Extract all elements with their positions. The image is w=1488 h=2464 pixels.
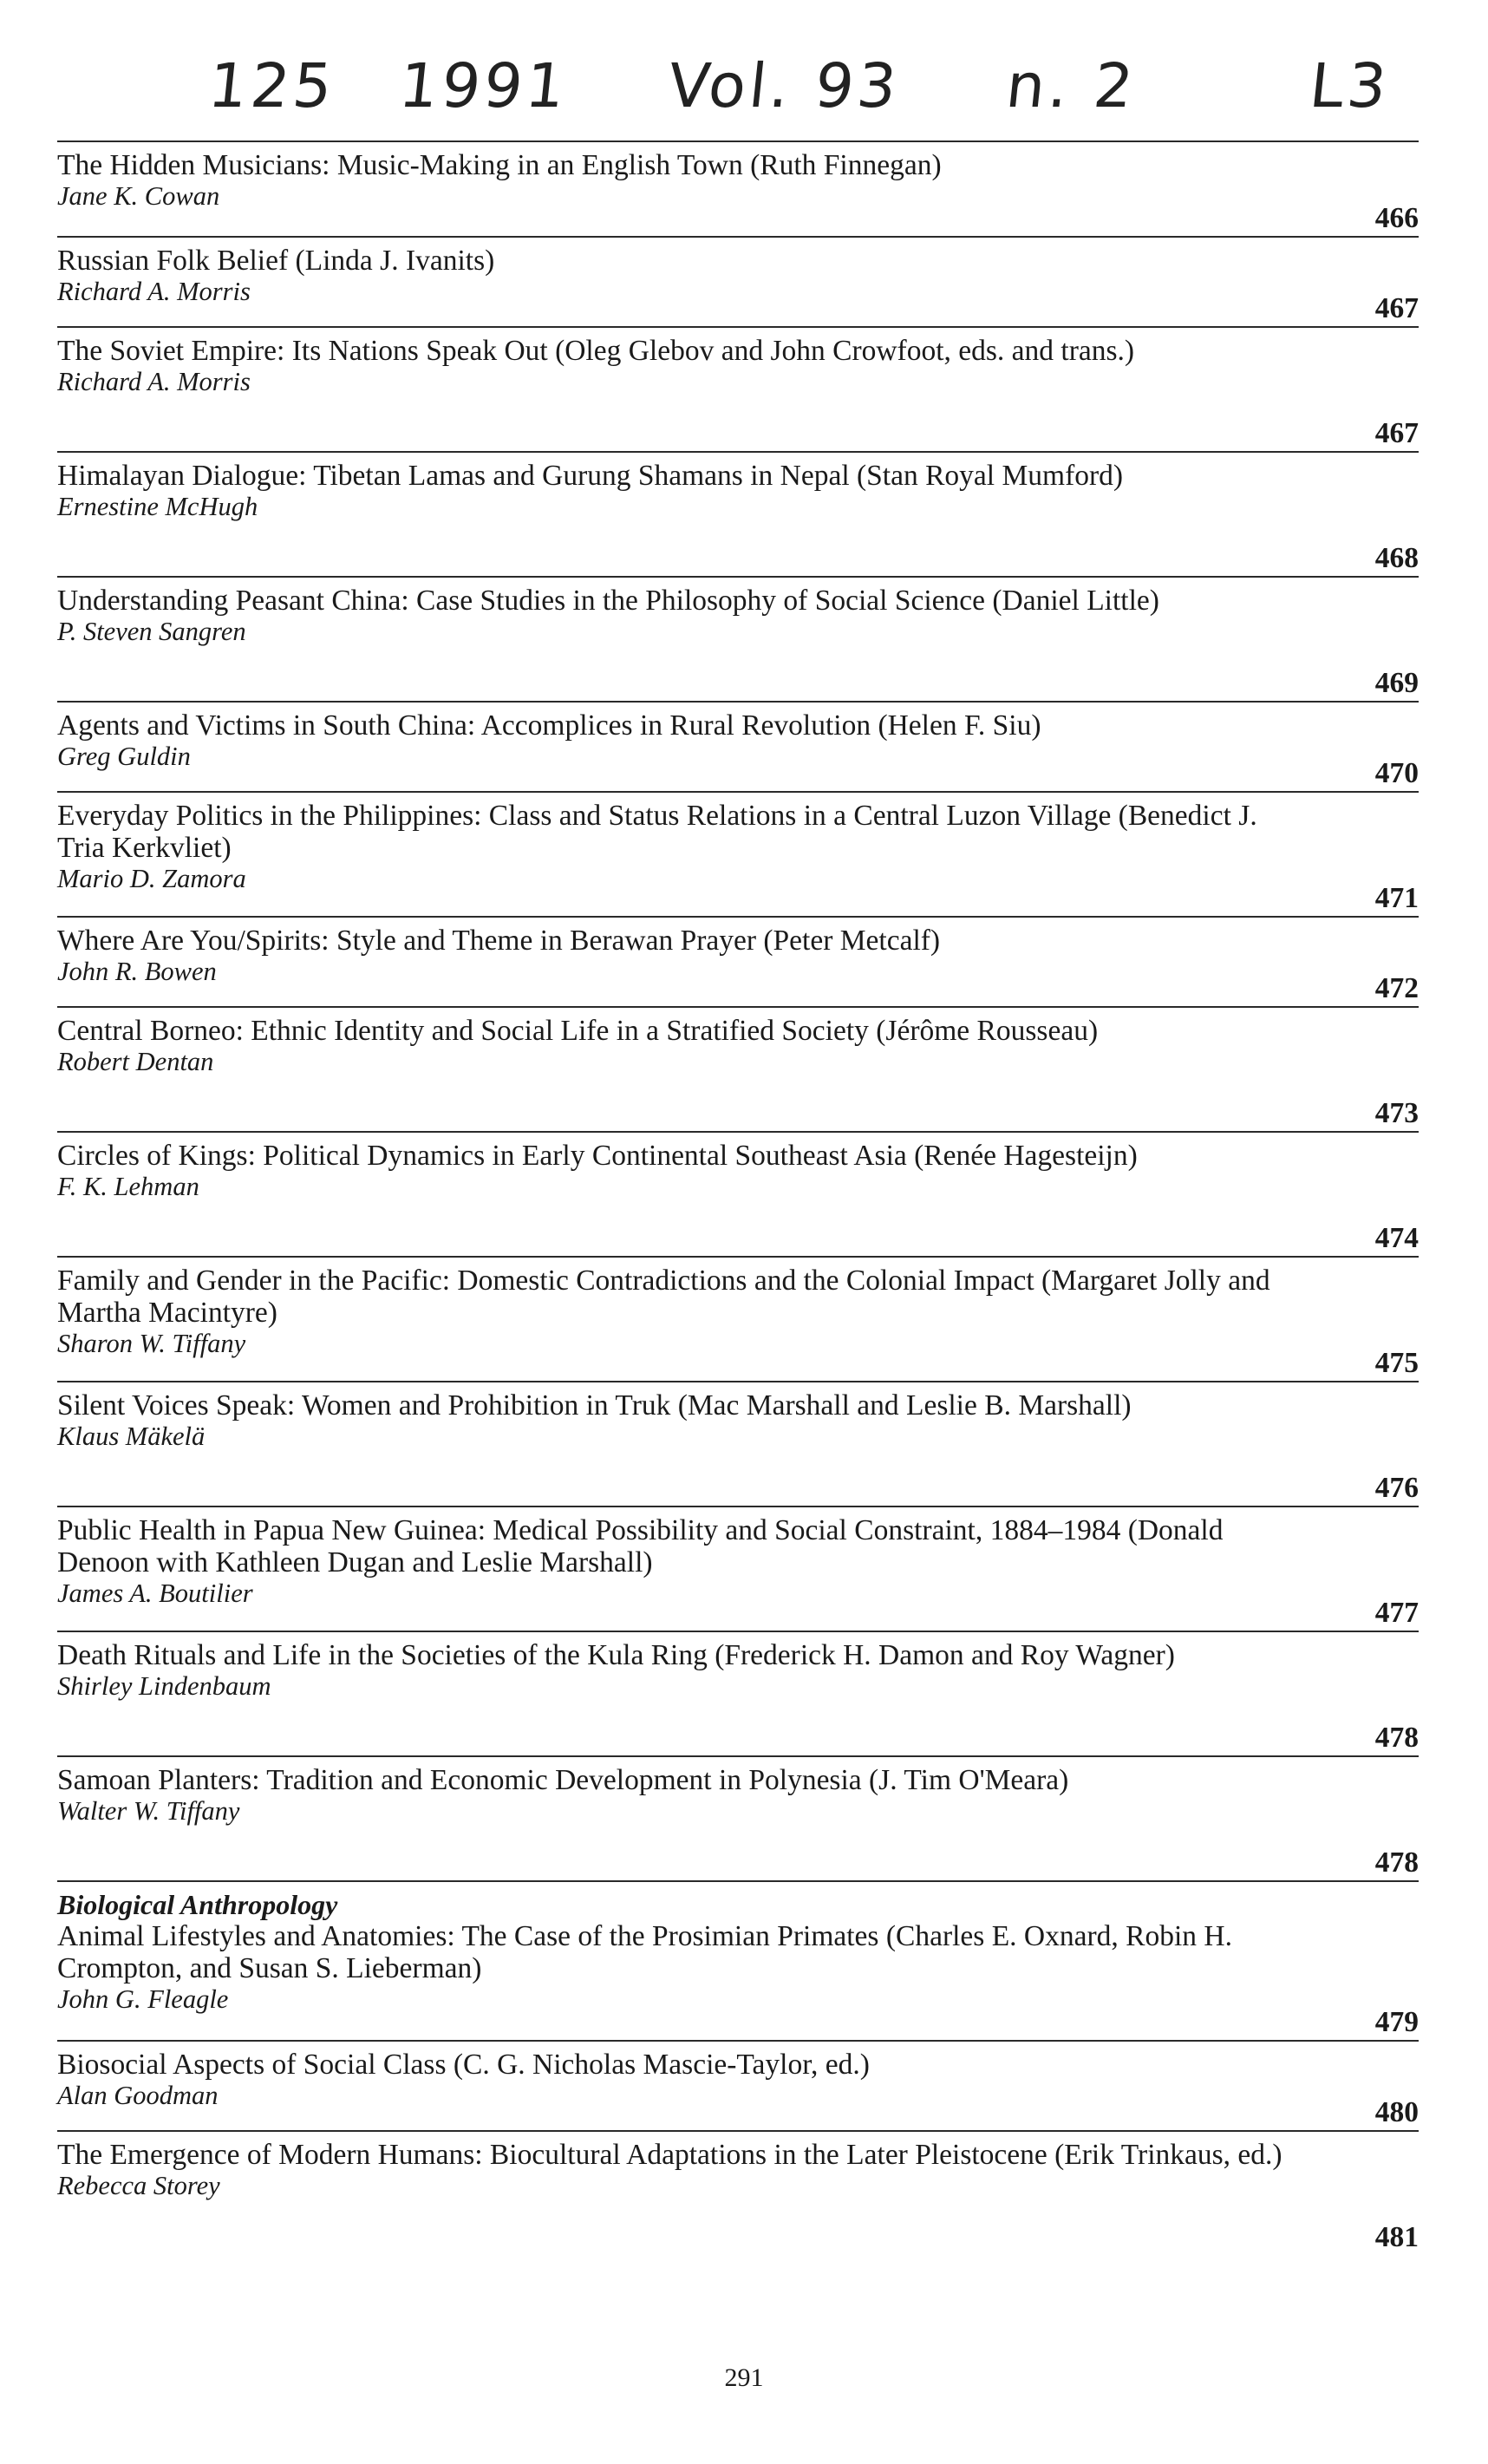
reviewer-name: Walter W. Tiffany <box>57 1796 240 1826</box>
reviewer-name: Richard A. Morris <box>57 277 251 306</box>
toc-entry <box>57 791 1419 916</box>
reviewer-name: Shirley Lindenbaum <box>57 1671 271 1701</box>
page-ref: 481 <box>1374 2221 1419 2253</box>
toc-entry <box>57 1631 1419 1755</box>
page-ref: 476 <box>1374 1472 1419 1504</box>
toc-entry <box>57 1131 1419 1256</box>
reviewer-name: John G. Fleagle <box>57 1984 229 2014</box>
handwritten-code: L3 <box>1306 50 1393 121</box>
toc-entry <box>57 2130 1419 2255</box>
reviewer-name: Greg Guldin <box>57 742 191 771</box>
toc-entry <box>57 1755 1419 1880</box>
book-title: Himalayan Dialogue: Tibetan Lamas and Gurung Shamans in Nepal (Stan Royal Mumford) <box>57 460 1124 492</box>
reviewer-name: Rebecca Storey <box>57 2171 220 2200</box>
page-ref: 474 <box>1374 1222 1419 1254</box>
reviewer-name: John R. Bowen <box>57 957 217 986</box>
book-title: The Hidden Musicians: Music-Making in an English Town (Ruth Finnegan) <box>57 149 942 181</box>
handwritten-year: 1991 <box>395 50 572 121</box>
page-ref: 479 <box>1374 2006 1419 2038</box>
book-title: Family and Gender in the Pacific: Domestic Contradictions and the Colonial Impact (Margaret Jolly and Martha Macintyre) <box>57 1265 1270 1329</box>
page-ref: 472 <box>1374 972 1419 1004</box>
book-title: Central Borneo: Ethnic Identity and Social Life in a Stratified Society (Jérôme Rousseau) <box>57 1015 1099 1047</box>
page-ref: 475 <box>1374 1347 1419 1379</box>
page-ref: 470 <box>1374 757 1419 789</box>
reviewer-name: Sharon W. Tiffany <box>57 1329 246 1358</box>
handwritten-note <box>204 50 1445 137</box>
page-number: 291 <box>724 2363 764 2392</box>
section-heading: Biological Anthropology <box>57 1889 338 1920</box>
toc-entry <box>57 576 1419 701</box>
toc-entry <box>57 1880 1419 2040</box>
reviewer-name: Alan Goodman <box>57 2081 219 2110</box>
page-ref: 478 <box>1374 1722 1419 1754</box>
book-title: Animal Lifestyles and Anatomies: The Case of the Prosimian Primates (Charles E. Oxnard, Robin H. Crompton, and Susan S. Lieberman) <box>57 1920 1232 1984</box>
book-title: Agents and Victims in South China: Accomplices in Rural Revolution (Helen F. Siu) <box>57 709 1041 742</box>
book-title: Circles of Kings: Political Dynamics in Early Continental Southeast Asia (Renée Hagesteijn) <box>57 1140 1138 1172</box>
page-ref: 469 <box>1374 667 1419 699</box>
page-ref: 473 <box>1374 1097 1419 1129</box>
page-ref: 467 <box>1374 417 1419 449</box>
table-of-contents <box>57 141 1419 2255</box>
toc-entry <box>57 141 1419 236</box>
toc-entry <box>57 1506 1419 1631</box>
book-title: Public Health in Papua New Guinea: Medical Possibility and Social Constraint, 1884–1984 (Donald Denoon with Kathleen Dugan and Leslie Marshall) <box>57 1514 1224 1578</box>
toc-entry <box>57 1256 1419 1381</box>
page-ref: 478 <box>1374 1846 1419 1879</box>
toc-entry <box>57 916 1419 1006</box>
toc-entry <box>57 326 1419 451</box>
handwritten-number: 125 <box>205 50 339 121</box>
book-title: Biosocial Aspects of Social Class (C. G. Nicholas Mascie-Taylor, ed.) <box>57 2049 870 2081</box>
reviewer-name: James A. Boutilier <box>57 1578 253 1608</box>
reviewer-name: F. K. Lehman <box>57 1172 199 1201</box>
handwritten-issue: n. 2 <box>1002 50 1140 121</box>
toc-entry <box>57 701 1419 791</box>
reviewer-name: Robert Dentan <box>57 1047 214 1076</box>
book-title: Everyday Politics in the Philippines: Class and Status Relations in a Central Luzon Village (Benedict J. Tria Kerkvliet) <box>57 800 1257 864</box>
book-title: The Emergence of Modern Humans: Biocultural Adaptations in the Later Pleistocene (Erik Trinkaus, ed.) <box>57 2139 1282 2171</box>
page-ref: 467 <box>1374 292 1419 324</box>
reviewer-name: Jane K. Cowan <box>57 181 220 211</box>
page-ref: 471 <box>1374 882 1419 914</box>
reviewer-name: Ernestine McHugh <box>57 492 258 521</box>
book-title: Where Are You/Spirits: Style and Theme in Berawan Prayer (Peter Metcalf) <box>57 925 941 957</box>
toc-entry <box>57 1381 1419 1506</box>
toc-entry <box>57 451 1419 576</box>
page-ref: 480 <box>1374 2096 1419 2128</box>
book-title: Understanding Peasant China: Case Studies in the Philosophy of Social Science (Daniel Little) <box>57 585 1159 617</box>
reviewer-name: Richard A. Morris <box>57 367 251 396</box>
toc-entry <box>57 2040 1419 2130</box>
page-ref: 477 <box>1374 1597 1419 1629</box>
book-title: Silent Voices Speak: Women and Prohibition in Truk (Mac Marshall and Leslie B. Marshall) <box>57 1389 1132 1422</box>
toc-entry <box>57 236 1419 326</box>
reviewer-name: P. Steven Sangren <box>57 617 246 646</box>
book-title: Death Rituals and Life in the Societies of the Kula Ring (Frederick H. Damon and Roy Wagner) <box>57 1639 1175 1671</box>
book-title: Samoan Planters: Tradition and Economic Development in Polynesia (J. Tim O'Meara) <box>57 1764 1069 1796</box>
page-ref: 468 <box>1374 542 1419 574</box>
book-title: The Soviet Empire: Its Nations Speak Out (Oleg Glebov and John Crowfoot, eds. and trans.) <box>57 335 1135 367</box>
handwritten-volume: Vol. 93 <box>664 50 904 121</box>
reviewer-name: Mario D. Zamora <box>57 864 246 893</box>
toc-entry <box>57 1006 1419 1131</box>
book-title: Russian Folk Belief (Linda J. Ivanits) <box>57 245 495 277</box>
reviewer-name: Klaus Mäkelä <box>57 1422 206 1451</box>
page-ref: 466 <box>1374 202 1419 234</box>
